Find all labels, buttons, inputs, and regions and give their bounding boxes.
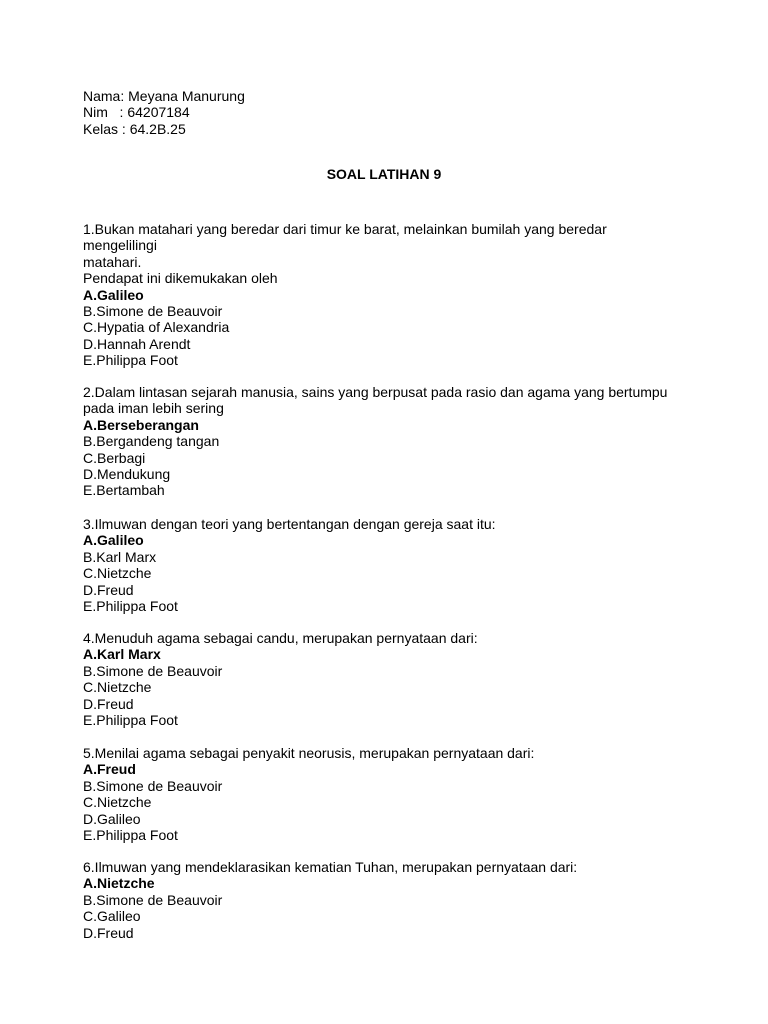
answer-option-correct: A.Galileo xyxy=(83,286,144,303)
question-text xyxy=(83,516,683,532)
question-line: Pendapat ini dikemukakan oleh xyxy=(83,270,278,287)
question-line: 4.Menuduh agama sebagai candu, merupakan pernyataan dari: xyxy=(83,630,478,646)
answer-option: E.Philippa Foot xyxy=(83,598,178,615)
answer-option: D.Freud xyxy=(83,695,134,712)
student-name: Nama: Meyana Manurung xyxy=(83,88,245,104)
question-line: pada iman lebih sering xyxy=(83,400,224,417)
question-1 xyxy=(83,221,683,369)
question-4 xyxy=(83,630,683,728)
answer-option: D.Hannah Arendt xyxy=(83,335,191,352)
question-line: 5.Menilai agama sebagai penyakit neorusis, merupakan pernyataan dari: xyxy=(83,745,535,761)
question-line: matahari. xyxy=(83,253,142,270)
answer-option-correct: A.Nietzche xyxy=(83,875,155,892)
answer-option: D.Mendukung xyxy=(83,466,171,483)
answer-option: B.Simone de Beauvoir xyxy=(83,777,223,794)
student-class: Kelas : 64.2B.25 xyxy=(83,120,186,137)
answer-option-correct: A.Freud xyxy=(83,761,136,778)
page-title: SOAL LATIHAN 9 xyxy=(326,166,442,182)
question-text xyxy=(83,384,683,417)
answer-option: E.Philippa Foot xyxy=(83,827,178,844)
question-text xyxy=(83,630,683,646)
question-5 xyxy=(83,745,683,843)
question-line: 2.Dalam lintasan sejarah manusia, sains yang berpusat pada rasio dan agama yang bertumpu xyxy=(83,384,668,400)
question-line: 3.Ilmuwan dengan teori yang bertentangan dengan gereja saat itu: xyxy=(83,516,496,532)
answer-option: C.Nietzche xyxy=(83,565,152,582)
answer-option: B.Simone de Beauvoir xyxy=(83,662,223,679)
question-2 xyxy=(83,384,683,499)
answer-option: E.Philippa Foot xyxy=(83,712,178,729)
answer-option: C.Galileo xyxy=(83,908,141,925)
answer-option: E.Bertambah xyxy=(83,482,165,499)
answer-option: B.Simone de Beauvoir xyxy=(83,891,223,908)
answer-option: C.Nietzche xyxy=(83,679,152,696)
student-nim: Nim : 64207184 xyxy=(83,104,190,121)
student-info xyxy=(83,88,683,137)
question-text xyxy=(83,221,683,287)
answer-option: C.Berbagi xyxy=(83,449,146,466)
question-text xyxy=(83,859,683,875)
question-line: 1.Bukan matahari yang beredar dari timur ke barat, melainkan bumilah yang beredar mengelilingi xyxy=(83,221,607,254)
answer-option-correct: A.Berseberangan xyxy=(83,416,199,433)
answer-option: D.Freud xyxy=(83,581,134,598)
question-6 xyxy=(83,859,683,941)
answer-option: D.Galileo xyxy=(83,810,141,827)
answer-option: C.Hypatia of Alexandria xyxy=(83,319,230,336)
answer-option: B.Karl Marx xyxy=(83,548,157,565)
answer-option: D.Freud xyxy=(83,924,134,941)
answer-option: E.Philippa Foot xyxy=(83,352,178,369)
answer-option: B.Bergandeng tangan xyxy=(83,433,220,450)
answer-option-correct: A.Karl Marx xyxy=(83,646,161,663)
answer-option: B.Simone de Beauvoir xyxy=(83,303,223,320)
question-line: 6.Ilmuwan yang mendeklarasikan kematian Tuhan, merupakan pernyataan dari: xyxy=(83,859,578,875)
answer-option: C.Nietzche xyxy=(83,794,152,811)
question-3 xyxy=(83,516,683,614)
answer-option-correct: A.Galileo xyxy=(83,532,144,549)
question-text xyxy=(83,745,683,761)
